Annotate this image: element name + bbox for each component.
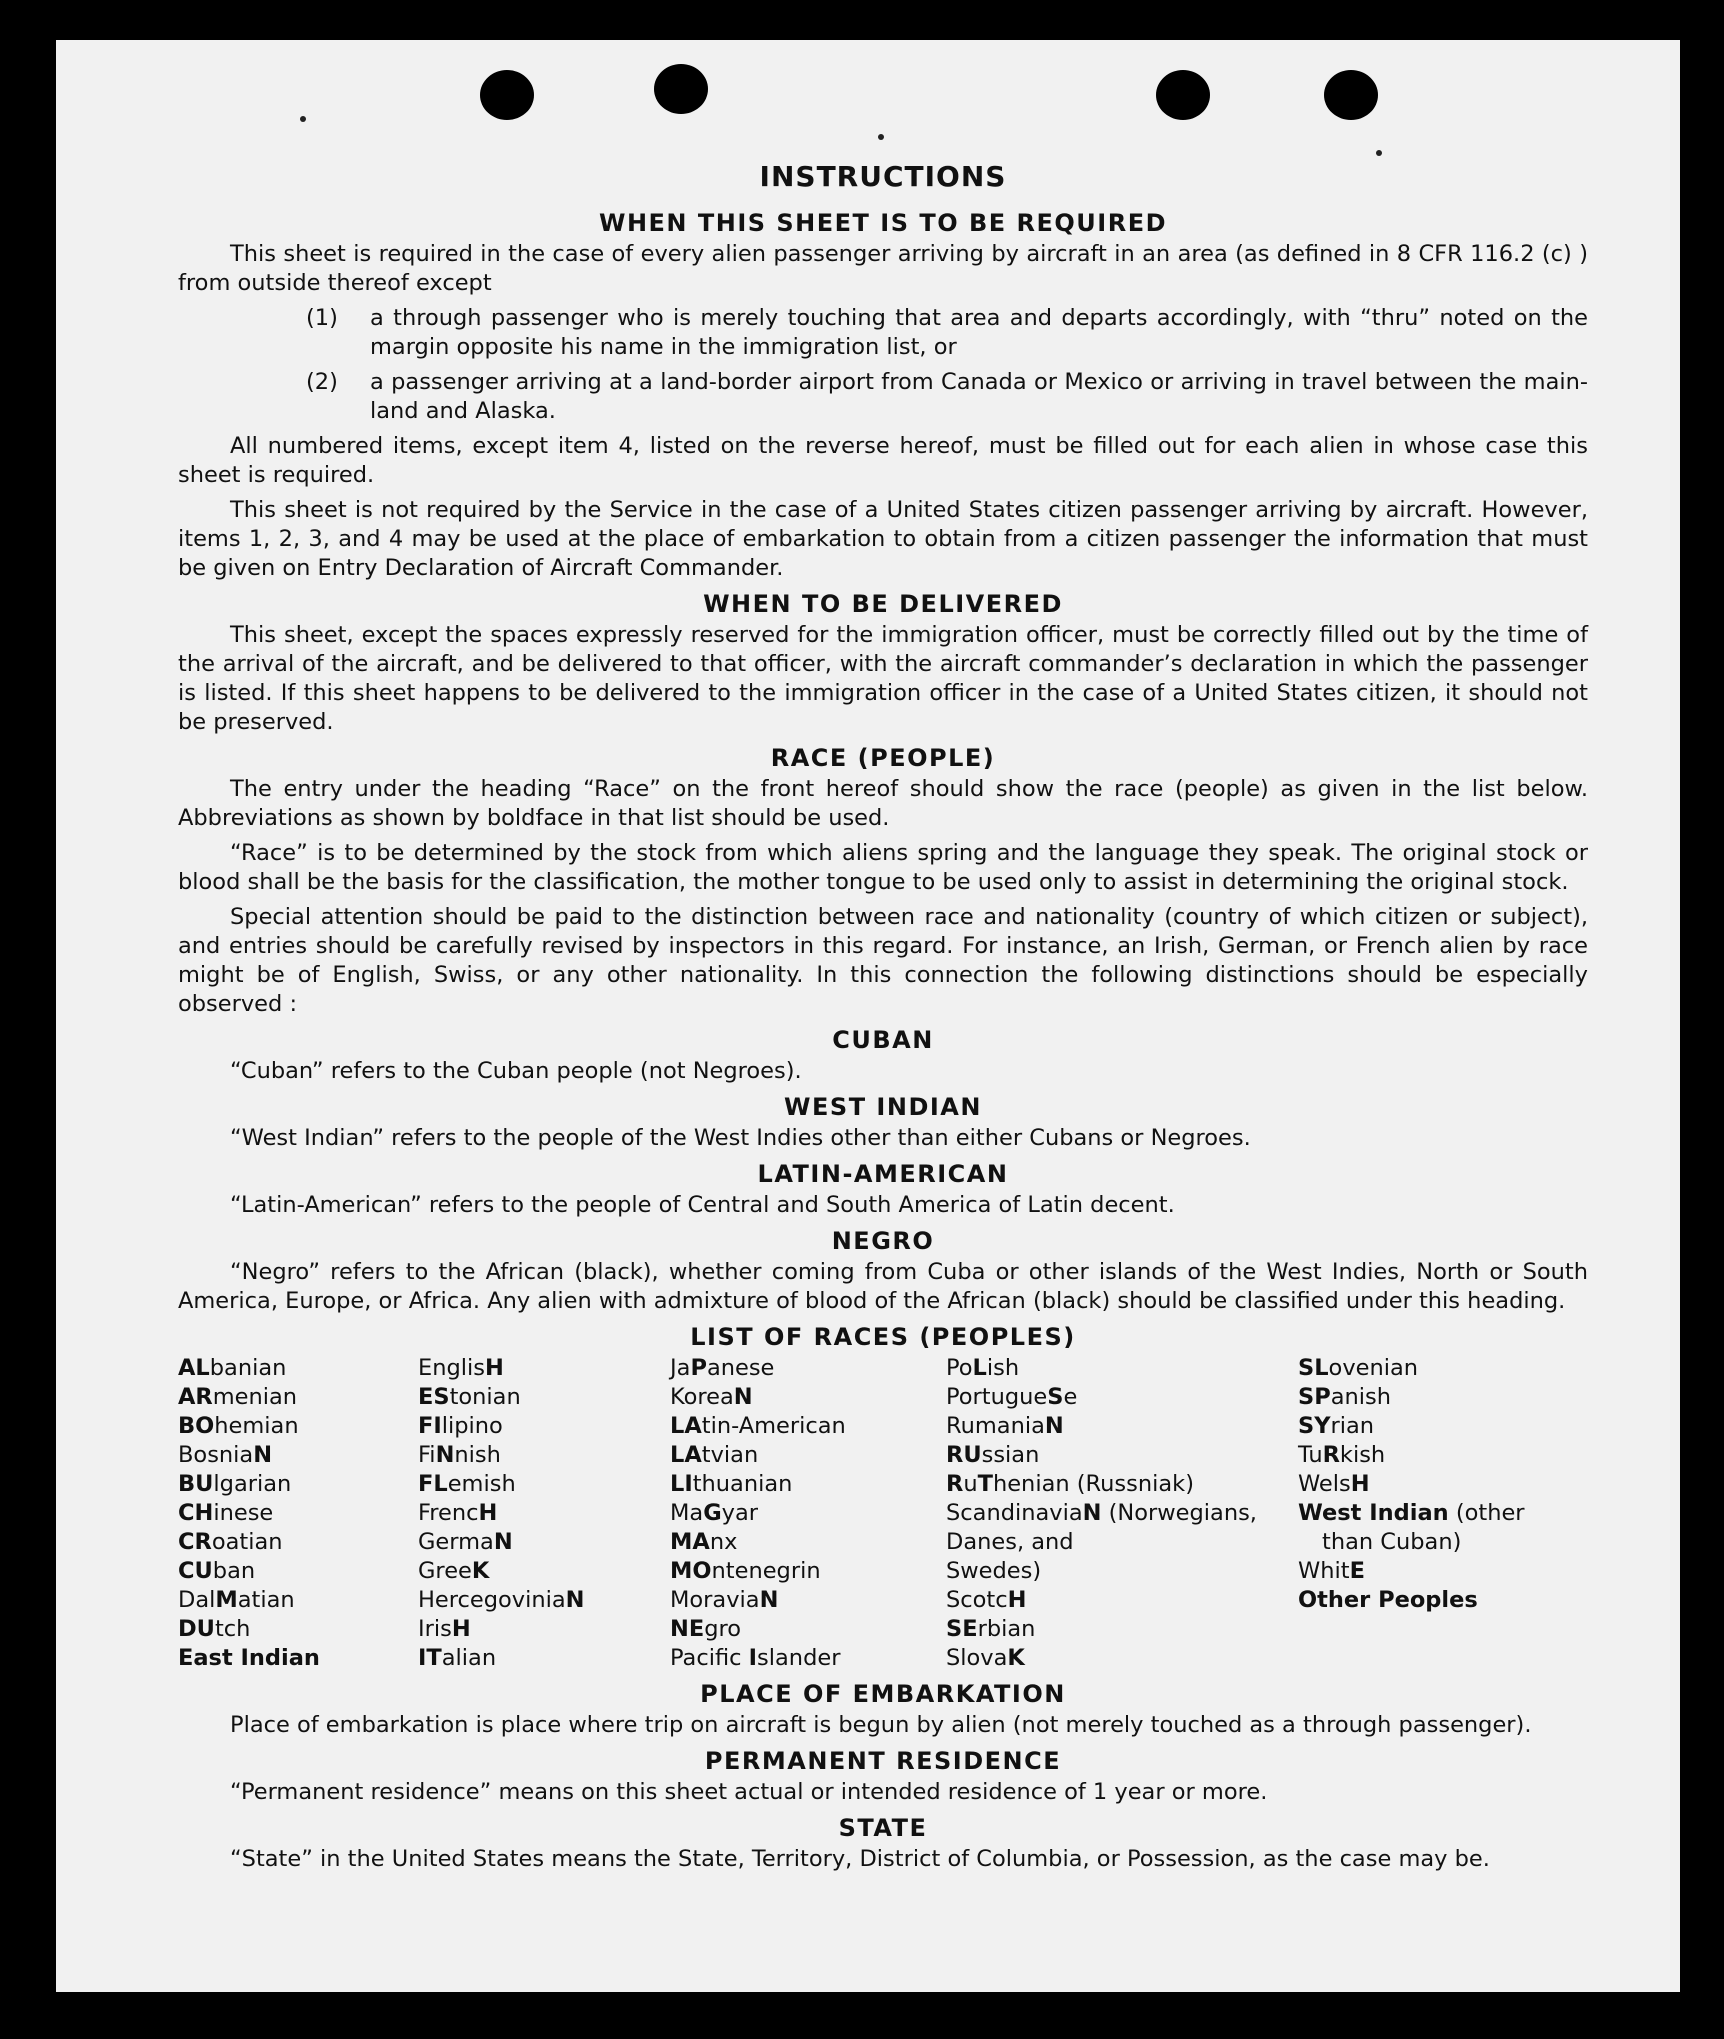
race-abbrev: LI [670,1471,693,1497]
race-text: (Norwegians, [1101,1500,1257,1526]
race-text: Gree [418,1558,472,1584]
race-text: Korea [670,1384,734,1410]
paragraph: The entry under the heading “Race” on the front hereof should show the race (people) as given in the list below. Abbreviations as shown by boldface in that list should be used. [178,776,1588,831]
heading-latin-american: LATIN-AMERICAN [757,1160,1009,1188]
race-abbrev: N [565,1587,585,1613]
races-column [418,1354,670,1673]
race-text: nx [709,1529,738,1555]
race-abbrev: N [1044,1413,1064,1439]
race-entry [178,1557,418,1586]
race-text: Slova [946,1645,1008,1671]
race-abbrev: R [946,1471,964,1497]
race-entry [418,1528,670,1557]
race-entry [418,1557,670,1586]
speck [300,116,306,122]
race-text: kish [1339,1442,1386,1468]
heading-west-indian: WEST INDIAN [784,1093,982,1121]
race-text: Englis [418,1355,485,1381]
race-abbrev: N [493,1529,513,1555]
race-abbrev: N [435,1442,455,1468]
punch-hole [1324,70,1378,120]
race-entry [670,1412,946,1441]
race-entry [670,1557,946,1586]
paragraph: Place of embarkation is place where trip on aircraft is begun by alien (not merely touched as a through passenger). [230,1712,1532,1738]
heading-race: RACE (PEOPLE) [770,744,996,772]
race-text: tin-American [701,1413,846,1439]
race-text: Portugue [946,1384,1048,1410]
race-entry [946,1557,1298,1586]
paragraph: “Permanent residence” means on this sheet actual or intended residence of 1 year or more. [230,1779,1268,1805]
race-text: e [1063,1384,1078,1410]
punch-hole [654,64,708,114]
race-abbrev: LA [670,1442,702,1468]
race-entry [418,1644,670,1673]
race-text: Fi [418,1442,436,1468]
race-entry [1298,1499,1578,1528]
race-text: Swedes) [946,1558,1042,1584]
list-item [178,368,1588,426]
races-list [178,1354,1588,1673]
race-entry [670,1615,946,1644]
race-abbrev: E [1349,1558,1365,1584]
speck [878,134,884,140]
race-abbrev: MO [670,1558,712,1584]
race-text: tvian [701,1442,759,1468]
race-text: hemian [214,1413,299,1439]
race-entry [178,1528,418,1557]
race-entry [418,1615,670,1644]
race-text: ssian [981,1442,1040,1468]
races-column [178,1354,418,1673]
race-abbrev: L [972,1355,987,1381]
race-abbrev: T [977,1471,993,1497]
paragraph: All numbered items, except item 4, listed on the reverse hereof, must be filled out for each alien in whose case this sheet is required. [178,433,1588,488]
race-entry [178,1441,418,1470]
heading-cuban: CUBAN [832,1026,934,1054]
race-entry [418,1441,670,1470]
race-text: lipino [441,1413,503,1439]
race-abbrev: SL [1298,1355,1329,1381]
race-text: anish [1330,1384,1391,1410]
race-entry [418,1499,670,1528]
race-abbrev: BU [178,1471,214,1497]
heading-embarkation: PLACE OF EMBARKATION [700,1680,1066,1708]
race-text: rian [1330,1413,1375,1439]
races-column [1298,1354,1578,1673]
race-entry [946,1615,1298,1644]
race-entry [178,1383,418,1412]
heading-list-of-races: LIST OF RACES (PEOPLES) [690,1323,1076,1351]
race-text: gro [704,1616,742,1642]
races-column [670,1354,946,1673]
race-entry [1298,1441,1578,1470]
race-abbrev: H [1007,1587,1027,1613]
race-abbrev: K [471,1558,490,1584]
race-abbrev: East Indian [178,1645,320,1671]
paragraph: “State” in the United States means the State, Territory, District of Columbia, or Possession, as the case may be. [230,1846,1490,1872]
race-text: ntenegrin [711,1558,821,1584]
paragraph: “Race” is to be determined by the stock from which aliens spring and the language they speak. The original stock or blood shall be the basis for the classification, the mother tongue to be used only to assist in determining the original stock. [178,840,1588,895]
race-abbrev: SP [1298,1384,1331,1410]
race-entry [178,1499,418,1528]
race-abbrev: SY [1298,1413,1331,1439]
race-abbrev: NE [670,1616,705,1642]
race-abbrev: BO [178,1413,215,1439]
race-abbrev: West Indian [1298,1500,1449,1526]
race-text: lgarian [213,1471,292,1497]
race-abbrev: LA [670,1413,702,1439]
race-entry [1298,1470,1578,1499]
race-entry [178,1354,418,1383]
race-text: Scotc [946,1587,1008,1613]
paragraph: This sheet is not required by the Service in the case of a United States citizen passenger arriving by aircraft. However, items 1, 2, 3, and 4 may be used at the place of embarkation to obtain from a citizen passenger the information that must be given on Entry Declaration of Aircraft Commander. [178,497,1588,581]
race-text: thuanian [692,1471,793,1497]
race-abbrev: P [690,1355,707,1381]
race-entry [946,1644,1298,1673]
document-page [56,40,1680,1992]
paragraph: “Latin-American” refers to the people of Central and South America of Latin decent. [230,1192,1175,1218]
race-entry [178,1615,418,1644]
race-entry [946,1354,1298,1383]
race-text: Danes, and [946,1529,1074,1555]
race-entry [418,1383,670,1412]
race-text: Ja [670,1355,691,1381]
race-abbrev: AL [178,1355,210,1381]
heading-state: STATE [838,1814,928,1842]
race-text: tonian [449,1384,521,1410]
race-text: Frenc [418,1500,479,1526]
race-abbrev: N [733,1384,753,1410]
race-abbrev: H [1350,1471,1370,1497]
race-text: oatian [211,1529,283,1555]
race-text: henian (Russniak) [992,1471,1194,1497]
race-text: yar [721,1500,759,1526]
race-entry [1298,1412,1578,1441]
heading-negro: NEGRO [831,1227,935,1255]
race-text: alian [441,1645,497,1671]
race-text: Iris [418,1616,452,1642]
race-abbrev: IT [418,1645,442,1671]
race-text: slander [757,1645,841,1671]
item-text: a passenger arriving at a land-border airport from Canada or Mexico or arriving in travel between the main-land and Alaska. [370,369,1588,424]
race-text: Wels [1298,1471,1351,1497]
punch-hole [1156,70,1210,120]
race-entry [670,1499,946,1528]
paragraph: Special attention should be paid to the distinction between race and nationality (country of which citizen or subject), and entries should be carefully revised by inspectors in this regard. For instance, an Irish, German, or French alien by race might be of English, Swiss, or any other nationality. In this connection the following distinctions should be especially observed : [178,904,1588,1017]
race-entry [670,1354,946,1383]
race-text: Dal [178,1587,216,1613]
race-text: ovenian [1328,1355,1419,1381]
race-abbrev: FL [418,1471,448,1497]
race-abbrev: DU [178,1616,215,1642]
race-abbrev: I [748,1645,758,1671]
race-abbrev: MA [670,1529,710,1555]
race-abbrev: CU [178,1558,213,1584]
race-entry [418,1586,670,1615]
race-abbrev: N [759,1587,779,1613]
paragraph: This sheet is required in the case of every alien passenger arriving by aircraft in an area (as defined in 8 CFR 116.2 (c) ) from outside thereof except [178,241,1588,296]
race-abbrev: CR [178,1529,212,1555]
race-entry [178,1586,418,1615]
race-entry [946,1412,1298,1441]
race-entry [946,1528,1298,1557]
race-text: Whit [1298,1558,1350,1584]
race-abbrev: H [484,1355,504,1381]
heading-delivered: WHEN TO BE DELIVERED [703,590,1063,618]
race-text: Ma [670,1500,704,1526]
race-entry [418,1354,670,1383]
race-text: Hercegovinia [418,1587,566,1613]
race-abbrev: H [451,1616,471,1642]
race-text: banian [209,1355,287,1381]
race-entry [670,1470,946,1499]
race-text: menian [212,1384,298,1410]
race-abbrev: SE [946,1616,978,1642]
speck [1376,150,1382,156]
race-entry [670,1586,946,1615]
paragraph: This sheet, except the spaces expressly reserved for the immigration officer, must be correctly filled out by the time of the arrival of the aircraft, and be delivered to that officer, with the aircraft commander’s declaration in which the passenger is listed. If this sheet happens to be delivered to the immigration officer in the case of a United States citizen, it should not be preserved. [178,622,1588,735]
race-entry [178,1412,418,1441]
instructions-content [178,160,1588,1880]
race-text: than Cuban) [1322,1529,1462,1555]
race-abbrev: ES [418,1384,450,1410]
race-entry [946,1470,1298,1499]
race-entry [1298,1383,1578,1412]
race-text: Bosnia [178,1442,254,1468]
race-text: (other [1448,1500,1525,1526]
race-text: Rumania [946,1413,1045,1439]
race-entry [670,1441,946,1470]
race-text: atian [237,1587,295,1613]
page-title: INSTRUCTIONS [759,160,1007,193]
race-abbrev: S [1047,1384,1064,1410]
punch-hole [480,70,534,120]
race-text: Moravia [670,1587,760,1613]
race-abbrev: N [1082,1500,1102,1526]
race-text: Pacific [670,1645,749,1671]
race-abbrev: AR [178,1384,213,1410]
race-text: ban [212,1558,256,1584]
race-entry [670,1644,946,1673]
race-abbrev: CH [178,1500,214,1526]
race-entry [178,1644,418,1673]
race-text: tch [214,1616,251,1642]
race-abbrev: Other Peoples [1298,1587,1478,1613]
item-text: a through passenger who is merely touching that area and departs accordingly, with “thru” noted on the margin opposite his name in the immigration list, or [370,305,1588,360]
paragraph: “West Indian” refers to the people of the West Indies other than either Cubans or Negroes. [230,1125,1251,1151]
race-text: anese [706,1355,775,1381]
race-abbrev: R [1322,1442,1340,1468]
race-text: Tu [1298,1442,1323,1468]
race-entry [670,1528,946,1557]
paragraph: “Negro” refers to the African (black), whether coming from Cuba or other islands of the West Indies, North or South America, Europe, or Africa. Any alien with admixture of blood of the African (black) should be classified under this heading. [178,1259,1588,1314]
race-entry [1298,1586,1578,1615]
race-entry [1298,1557,1578,1586]
race-text: Scandinavia [946,1500,1083,1526]
item-number: (1) [306,305,338,331]
race-entry [670,1383,946,1412]
race-abbrev: N [253,1442,273,1468]
race-entry [178,1470,418,1499]
heading-required: WHEN THIS SHEET IS TO BE REQUIRED [598,209,1168,237]
race-entry [946,1586,1298,1615]
list-item [178,304,1588,362]
race-text: rbian [977,1616,1036,1642]
race-text: Germa [418,1529,494,1555]
race-abbrev: RU [946,1442,982,1468]
race-text: nish [454,1442,501,1468]
race-text: inese [213,1500,274,1526]
race-abbrev: H [478,1500,498,1526]
race-entry [946,1441,1298,1470]
race-entry [946,1383,1298,1412]
race-abbrev: M [215,1587,238,1613]
race-abbrev: FI [418,1413,442,1439]
race-entry [1298,1354,1578,1383]
race-entry [1298,1528,1578,1557]
paragraph: “Cuban” refers to the Cuban people (not Negroes). [230,1058,802,1084]
race-text: emish [447,1471,516,1497]
race-text: u [963,1471,978,1497]
race-abbrev: G [703,1500,722,1526]
item-number: (2) [306,369,338,395]
race-text: Po [946,1355,973,1381]
race-entry [418,1412,670,1441]
race-entry [946,1499,1298,1528]
heading-residence: PERMANENT RESIDENCE [704,1747,1062,1775]
race-text: ish [986,1355,1020,1381]
race-abbrev: K [1007,1645,1025,1671]
race-entry [418,1470,670,1499]
races-column [946,1354,1298,1673]
